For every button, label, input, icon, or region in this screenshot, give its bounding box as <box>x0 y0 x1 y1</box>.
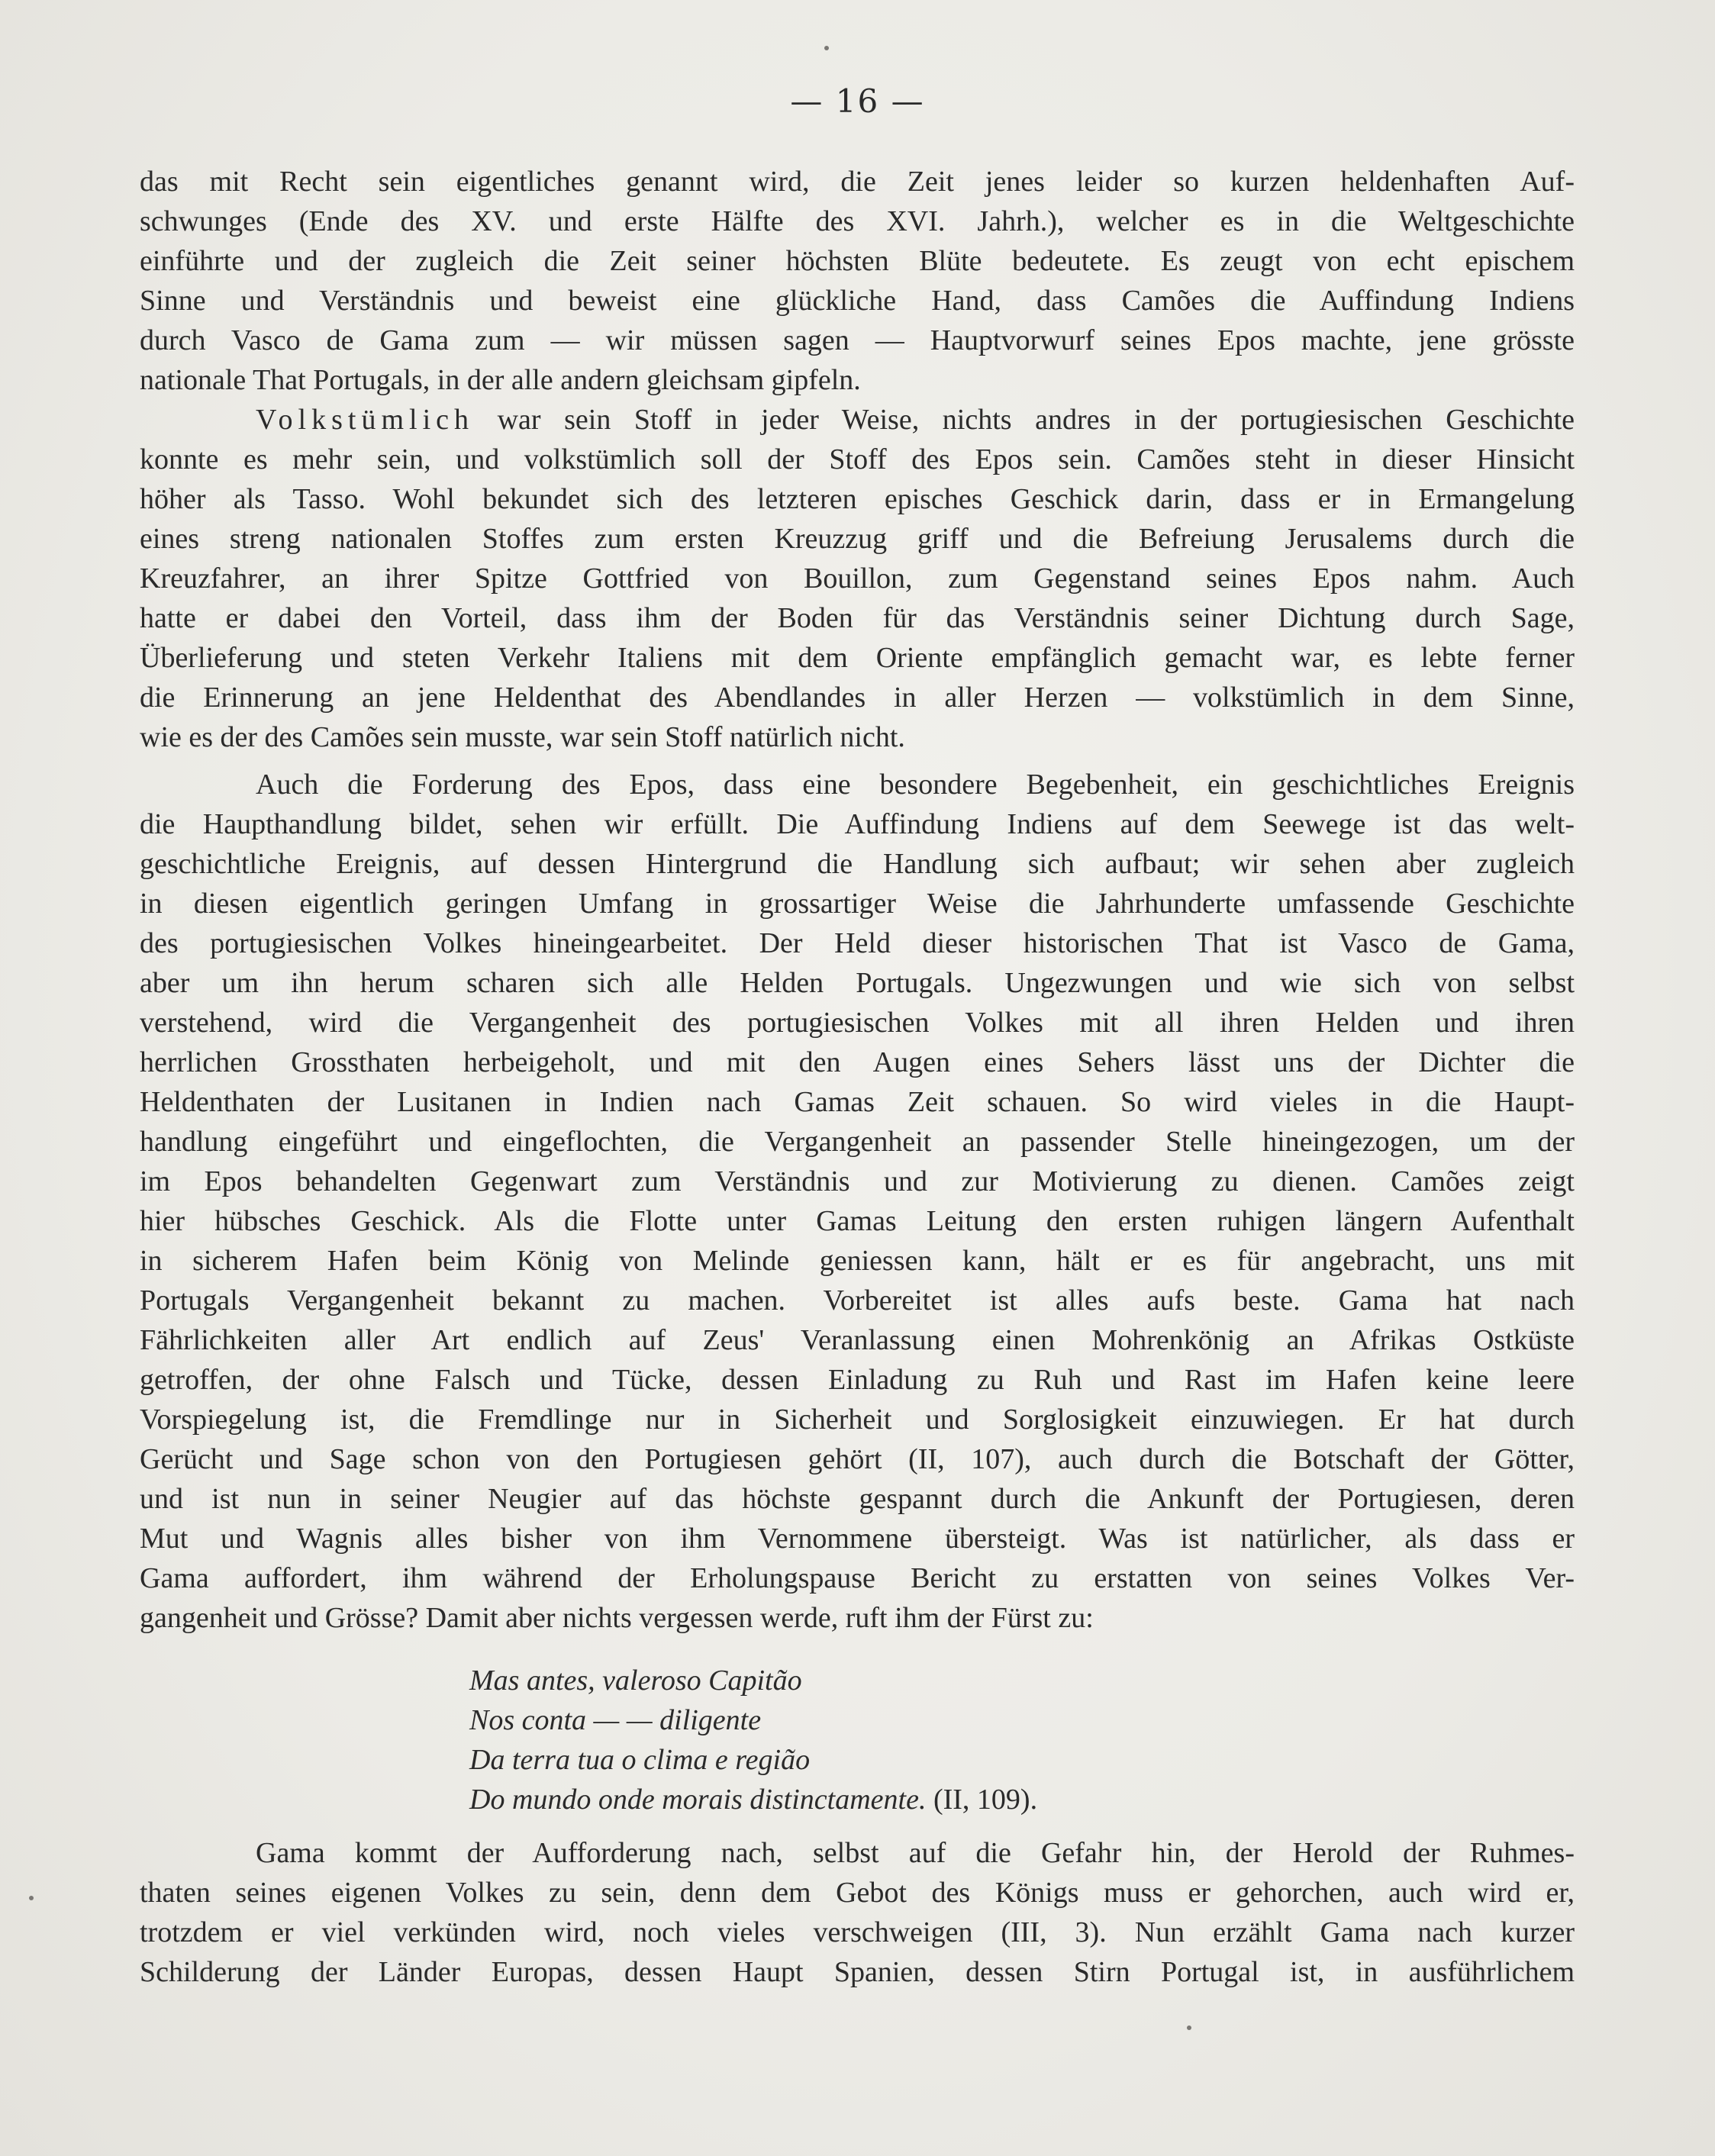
text-line: geschichtliche Ereignis, auf dessen Hintergrund die Handlung sich aufbaut; wir sehen aber zugleich <box>140 848 1575 880</box>
text-line: und ist nun in seiner Neugier auf das höchste gespannt durch die Ankunft der Portugiesen, deren <box>140 1483 1575 1515</box>
paragraph-start-line: Auch die Forderung des Epos, dass eine besondere Begebenheit, ein geschichtliches Ereignis <box>256 769 1575 801</box>
text-line: das mit Recht sein eigentliches genannt wird, die Zeit jenes leider so kurzen heldenhaften Auf- <box>140 166 1575 198</box>
text-line: Heldenthaten der Lusitanen in Indien nach Gamas Zeit schauen. So wird vieles in die Haupt- <box>140 1086 1575 1118</box>
verse-line: Mas antes, valeroso Capitão <box>469 1665 802 1697</box>
text-line: Überlieferung und steten Verkehr Italiens mit dem Oriente empfänglich gemacht war, es lebte ferner <box>140 642 1575 674</box>
verse-line: Nos conta — — diligente <box>469 1704 762 1736</box>
text-line: durch Vasco de Gama zum — wir müssen sagen — Hauptvorwurf seines Epos machte, jene grösste <box>140 324 1575 356</box>
text-line: Fährlichkeiten aller Art endlich auf Zeus' Veranlassung einen Mohrenkönig an Afrikas Ostküste <box>140 1324 1575 1356</box>
text-line: einführte und der zugleich die Zeit seiner höchsten Blüte bedeutete. Es zeugt von echt epischem <box>140 245 1575 277</box>
text-line: eines streng nationalen Stoffes zum ersten Kreuzzug griff und die Befreiung Jerusalems durch die <box>140 523 1575 555</box>
verse-line: Da terra tua o clima e região <box>469 1744 811 1776</box>
text-line: wie es der des Camões sein musste, war sein Stoff natürlich nicht. <box>140 721 905 753</box>
text-line: Mut und Wagnis alles bisher von ihm Vernommene übersteigt. Was ist natürlicher, als dass er <box>140 1523 1575 1555</box>
text-line: Kreuzfahrer, an ihrer Spitze Gottfried von Bouillon, zum Gegenstand seines Epos nahm. Auch <box>140 562 1575 595</box>
text-line: herrlichen Grossthaten herbeigeholt, und mit den Augen eines Sehers lässt uns der Dichter die <box>140 1046 1575 1078</box>
text-line: konnte es mehr sein, und volkstümlich soll der Stoff des Epos sein. Camões steht in dieser Hinsicht <box>140 443 1575 475</box>
text-line: die Erinnerung an jene Heldenthat des Abendlandes in aller Herzen — volkstümlich in dem Sinne, <box>140 682 1575 714</box>
paragraph-start-line: Gama kommt der Aufforderung nach, selbst auf die Gefahr hin, der Herold der Ruhmes- <box>256 1837 1575 1869</box>
text-line: Gama auffordert, ihm während der Erholungspause Bericht zu erstatten von seines Volkes Ver- <box>140 1562 1575 1594</box>
verse-reference: (II, 109). <box>933 1784 1038 1816</box>
text-line: thaten seines eigenen Volkes zu sein, denn dem Gebot des Königs muss er gehorchen, auch wird er, <box>140 1877 1575 1909</box>
text-line: verstehend, wird die Vergangenheit des portugiesischen Volkes mit all ihren Helden und ihren <box>140 1007 1575 1039</box>
paragraph-start-line <box>256 400 1575 440</box>
text-line: aber um ihn herum scharen sich alle Helden Portugals. Ungezwungen und wie sich von selbst <box>140 967 1575 999</box>
page-number: — 16 — <box>790 82 925 120</box>
text-line: handlung eingeführt und eingeflochten, die Vergangenheit an passender Stelle hineingezogen, um der <box>140 1126 1575 1158</box>
text-line: höher als Tasso. Wohl bekundet sich des letzteren episches Geschick darin, dass er in Ermangelung <box>140 483 1575 515</box>
text-line: Sinne und Verständnis und beweist eine glückliche Hand, dass Camões die Auffindung Indiens <box>140 285 1575 317</box>
text-line: hier hübsches Geschick. Als die Flotte unter Gamas Leitung den ersten ruhigen längern Aufenthalt <box>140 1205 1575 1237</box>
text-line: die Haupthandlung bildet, sehen wir erfüllt. Die Auffindung Indiens auf dem Seewege ist das welt- <box>140 808 1575 840</box>
text-line: Portugals Vergangenheit bekannt zu machen. Vorbereitet ist alles aufs beste. Gama hat nach <box>140 1284 1575 1316</box>
text-line: gangenheit und Grösse? Damit aber nichts vergessen werde, ruft ihm der Fürst zu: <box>140 1602 1094 1634</box>
text-line: trotzdem er viel verkünden wird, noch vieles verschweigen (III, 3). Nun erzählt Gama nach kurzer <box>140 1916 1575 1948</box>
paper-speck <box>29 1896 34 1900</box>
text-line: Schilderung der Länder Europas, dessen Haupt Spanien, dessen Stirn Portugal ist, in ausführlichem <box>140 1956 1575 1988</box>
text-line: getroffen, der ohne Falsch und Tücke, dessen Einladung zu Ruh und Rast im Hafen keine leere <box>140 1364 1575 1396</box>
text-line: hatte er dabei den Vorteil, dass ihm der Boden für das Verständnis seiner Dichtung durch Sage, <box>140 602 1575 634</box>
text-line: in diesen eigentlich geringen Umfang in grossartiger Weise die Jahrhunderte umfassende Geschichte <box>140 888 1575 920</box>
text-line: im Epos behandelten Gegenwart zum Verständnis und zur Motivierung zu dienen. Camões zeigt <box>140 1165 1575 1197</box>
verse-text: Do mundo onde morais distinctamente. <box>469 1784 927 1816</box>
text-line: Vorspiegelung ist, die Fremdlinge nur in Sicherheit und Sorglosigkeit einzuwiegen. Er hat durch <box>140 1403 1575 1436</box>
text-line: Gerücht und Sage schon von den Portugiesen gehört (II, 107), auch durch die Botschaft der Götter, <box>140 1443 1575 1475</box>
text-line: in sicherem Hafen beim König von Melinde geniessen kann, hält er es für angebracht, uns mit <box>140 1245 1575 1277</box>
verse-line <box>469 1780 1037 1819</box>
text-line: schwunges (Ende des XV. und erste Hälfte des XVI. Jahrh.), welcher es in die Weltgeschichte <box>140 205 1575 237</box>
spaced-emphasis: Volkstümlich <box>256 404 474 436</box>
text-run: war sein Stoff in jeder Weise, nichts andres in der portugiesischen Geschichte <box>497 404 1575 436</box>
paper-speck <box>824 46 829 50</box>
text-line: des portugiesischen Volkes hineingearbeitet. Der Held dieser historischen That ist Vasco de Gama, <box>140 927 1575 959</box>
text-line: nationale That Portugals, in der alle andern gleichsam gipfeln. <box>140 364 861 396</box>
paper-speck <box>1187 2025 1191 2030</box>
